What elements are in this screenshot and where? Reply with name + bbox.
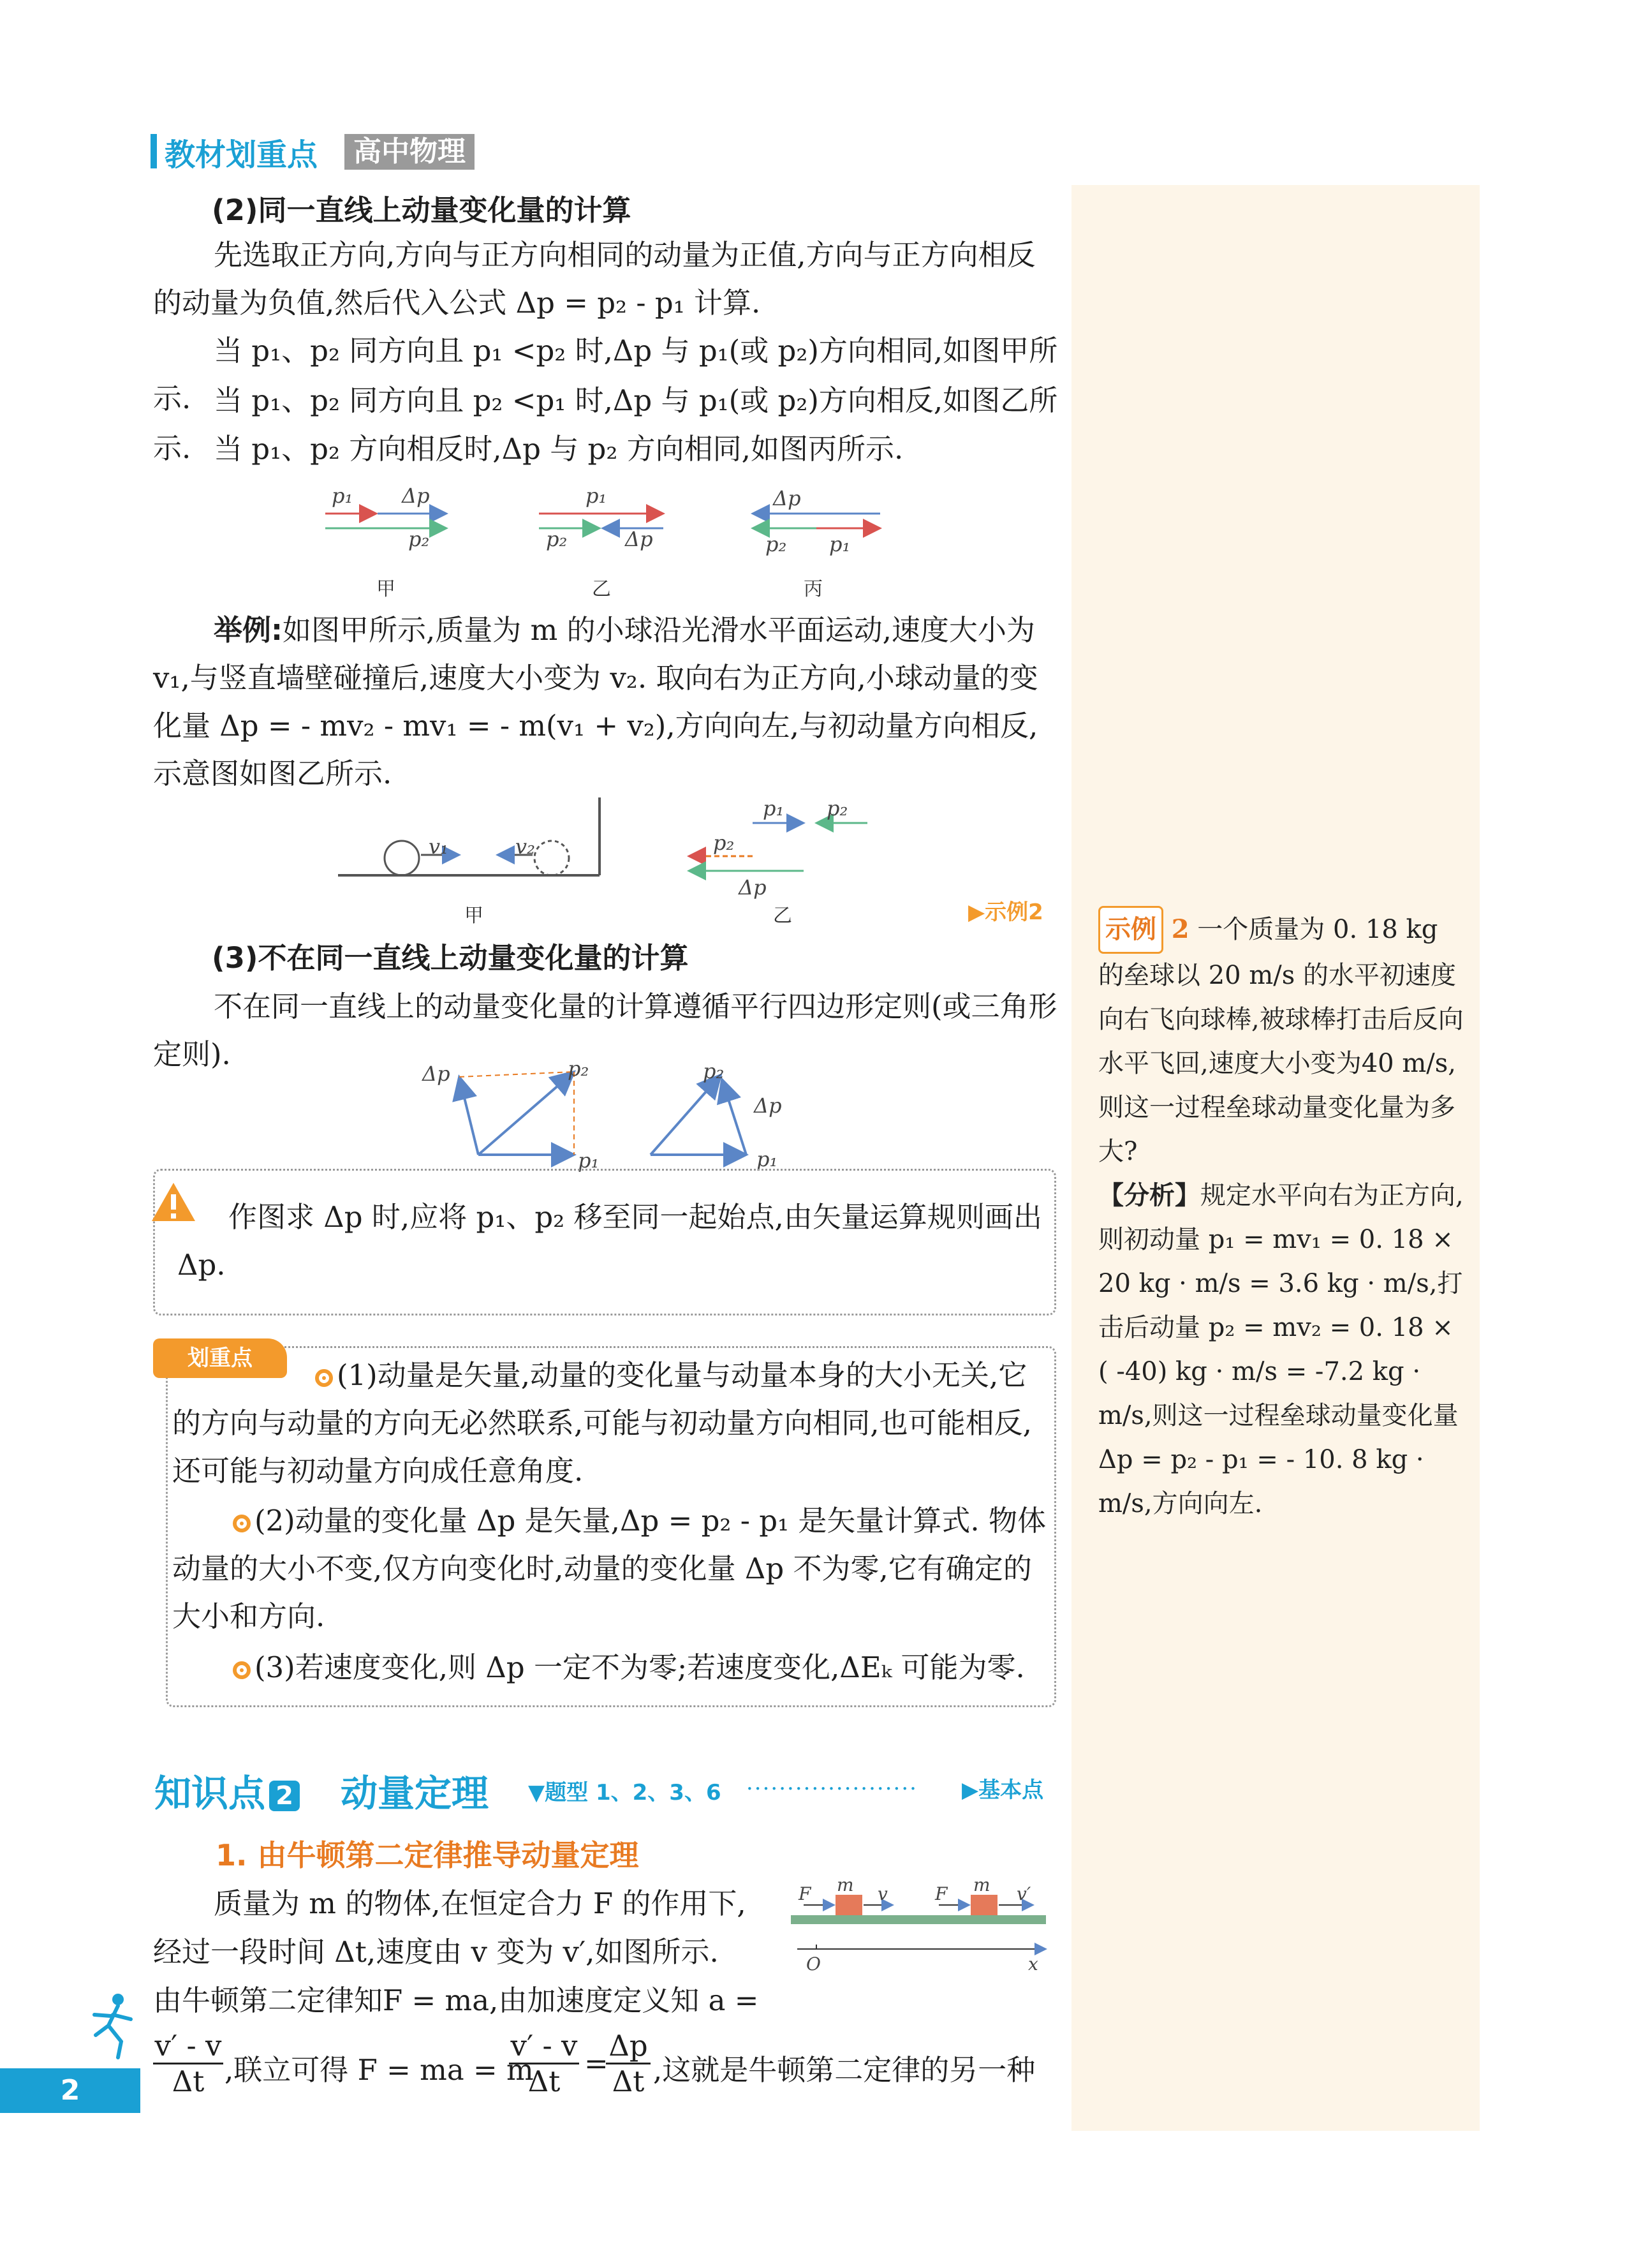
section-2-title: (2)同一直线上动量变化量的计算 (212, 193, 631, 227)
key-points-tag: 划重点 (153, 1338, 287, 1378)
fig1c-caption: 丙 (804, 578, 823, 600)
warning-text: 作图求 Δp 时,应将 p₁、p₂ 移至同一起始点,由矢量运算规则画出 Δp. (177, 1200, 1042, 1282)
analysis-text: 规定水平向右为正方向,则初动量 p₁ = mv₁ = 0. 18 × 20 kg · m/s = 3.6 kg · m/s,打击后动量 p₂ = mv₂ = 0. 18 × ( -40) kg · m/s = -7.2 kg · m/s,则这一过程垒球动量变化量 Δp = p₂ - p₁ = - 10. 8 kg · m/s,方向向左. (1098, 1181, 1464, 1518)
fraction-3: Δp Δt (606, 2029, 651, 2098)
leader-dots: ····················· (746, 1776, 918, 1802)
key-point-1: (1)动量是矢量,动量的变化量与动量本身的大小无关,它的方向与动量的方向无必然联系,可能与初动量方向相同,也可能相反,还可能与初动量方向成任意角度. (172, 1358, 1032, 1488)
fig4-v-label: v (878, 1883, 888, 1904)
page-number: 2 (0, 2068, 140, 2113)
knowledge-point-title: 动量定理 (341, 1772, 489, 1815)
body-line-1: 质量为 m 的物体,在恒定合力 F 的作用下, (214, 1886, 746, 1920)
example-tag: 示例 (1098, 906, 1163, 954)
fig3a-p2-label: p₂ (568, 1056, 589, 1081)
fig2-p2-label: p₂ (827, 796, 848, 820)
header-bar (151, 134, 157, 168)
fig4-m1-label: m (837, 1874, 854, 1895)
ball-wall-diagram (332, 791, 880, 906)
example-question: 一个质量为 0. 18 kg 的垒球以 20 m/s 的水平初速度向右飞向球棒,被球棒打击后反向水平飞回,速度大小变为40 m/s,则这一过程垒球动量变化量为多大? (1098, 915, 1464, 1166)
case-same-direction-smaller: 当 p₁、p₂ 同方向且 p₂ <p₁ 时,Δp 与 p₁(或 p₂)方向相反,如图乙所示. (153, 383, 1058, 465)
fig2-dp-label: Δp (739, 875, 767, 900)
basic-point-tag: ▶基本点 (962, 1777, 1044, 1803)
fig2-v2-label: v₂ (515, 834, 535, 859)
fig3b-p2-label: p₂ (703, 1059, 725, 1083)
fraction-1: v′ - v Δt (153, 2029, 223, 2098)
fig1c-p2-label: p₂ (765, 532, 787, 556)
section-3-paragraph: 不在同一直线上的动量变化量的计算遵循平行四边形定则(或三角形定则). (153, 989, 1057, 1071)
case-opposite-direction: 当 p₁、p₂ 方向相反时,Δp 与 p₂ 方向相同,如图丙所示. (214, 432, 904, 466)
bullet-icon (233, 1661, 251, 1679)
analysis-label: 【分析】 (1098, 1181, 1200, 1210)
fig1a-p1-label: p₁ (332, 484, 353, 508)
block-final (971, 1895, 998, 1915)
section-3-title: (3)不在同一直线上动量变化量的计算 (212, 941, 689, 975)
fig3b-dp-label: Δp (754, 1093, 782, 1118)
sidebar-example (1098, 906, 1468, 1526)
ball-after (534, 841, 569, 875)
fig1b-caption: 乙 (592, 578, 611, 600)
question-types-link[interactable]: ▼题型 1、2、3、6 (528, 1780, 721, 1805)
example-text: 如图甲所示,质量为 m 的小球沿光滑水平面运动,速度大小为 v₁,与竖直墙壁碰撞后,速度大小变为 v₂. 取向右为正方向,小球动量的变化量 Δp = - mv₂ - mv₁ = - m(v₁ + v₂),方向向左,与初动量方向相反,示意图如图乙所示. (153, 613, 1038, 790)
fig3a-dp-label: Δp (422, 1062, 450, 1086)
bullet-icon (233, 1515, 251, 1532)
fig3b-p1-label: p₁ (756, 1147, 778, 1171)
fig2b-caption: 乙 (773, 905, 792, 927)
example-2-link[interactable]: ▶示例2 (968, 900, 1043, 925)
body-line-2: 经过一段时间 Δt,速度由 v 变为 v′,如图所示. (153, 1935, 719, 1969)
fig4-F1-label: F (799, 1883, 811, 1904)
fig1a-caption: 甲 (376, 578, 395, 600)
ball-initial (385, 841, 419, 875)
fig1c-p1-label: p₁ (829, 532, 851, 556)
knowledge-point-number: 2 (269, 1781, 300, 1811)
fig1a-p2-label: p₂ (408, 527, 430, 551)
fraction-2: v′ - v Δt (509, 2029, 579, 2098)
fig4-F2-label: F (935, 1883, 948, 1904)
section-2-paragraph: 先选取正方向,方向与正方向相同的动量为正值,方向与正方向相反的动量为负值,然后代入公式 Δp = p₂ - p₁ 计算. (153, 238, 1036, 320)
fig1a-dp-label: Δp (402, 484, 430, 508)
fig2-p1-label: p₁ (763, 796, 784, 820)
fig1b-p2-label: p₂ (546, 527, 568, 551)
knowledge-point-label: 知识点 2 (154, 1763, 300, 1817)
example-paragraph (153, 606, 1059, 797)
fig1b-dp-label: Δp (625, 527, 653, 551)
runner-icon (83, 1990, 140, 2061)
case-same-direction-larger: 当 p₁、p₂ 同方向且 p₁ <p₂ 时,Δp 与 p₁(或 p₂)方向相同,如图甲所示. (153, 334, 1058, 415)
bullet-icon (315, 1369, 333, 1387)
parallelogram-diagram (446, 1059, 804, 1174)
fig4-origin-label: O (806, 1953, 821, 1975)
example-label: 举例: (214, 613, 283, 647)
subject-badge: 高中物理 (344, 134, 475, 170)
fig3a-p1-label: p₁ (578, 1148, 600, 1173)
fig2a-caption: 甲 (464, 905, 483, 927)
fig4-m2-label: m (973, 1874, 990, 1895)
body-line-4: v′ - v Δt ,联立可得 F = ma = m v′ - v Δt = Δp Δt ,这就是牛顿第二定律的另一种 (153, 2029, 1059, 2105)
subsection-title: 1. 由牛顿第二定律推导动量定理 (216, 1838, 639, 1872)
example-number: 2 (1171, 914, 1189, 944)
fig1c-dp-label: Δp (773, 486, 801, 510)
fig1b-p1-label: p₁ (585, 484, 607, 508)
fig2-v1-label: v₁ (429, 834, 448, 859)
block-motion-diagram (791, 1876, 1052, 1971)
key-point-2: (2)动量的变化量 Δp 是矢量,Δp = p₂ - p₁ 是矢量计算式. 物体动量的大小不变,仅方向变化时,动量的变化量 Δp 不为零,它有确定的大小和方向. (172, 1504, 1046, 1633)
fig2-p2-dashed-label: p₂ (713, 831, 735, 855)
fig4-vp-label: v′ (1017, 1883, 1031, 1904)
fig4-x-label: x (1028, 1953, 1038, 1975)
key-point-3: (3)若速度变化,则 Δp 一定不为零;若速度变化,ΔEₖ 可能为零. (172, 1643, 1046, 1691)
body-line-3: 由牛顿第二定律知F = ma,由加速度定义知 a = (153, 1983, 759, 2017)
book-title: 教材划重点 (165, 137, 318, 173)
block-initial (836, 1895, 862, 1915)
